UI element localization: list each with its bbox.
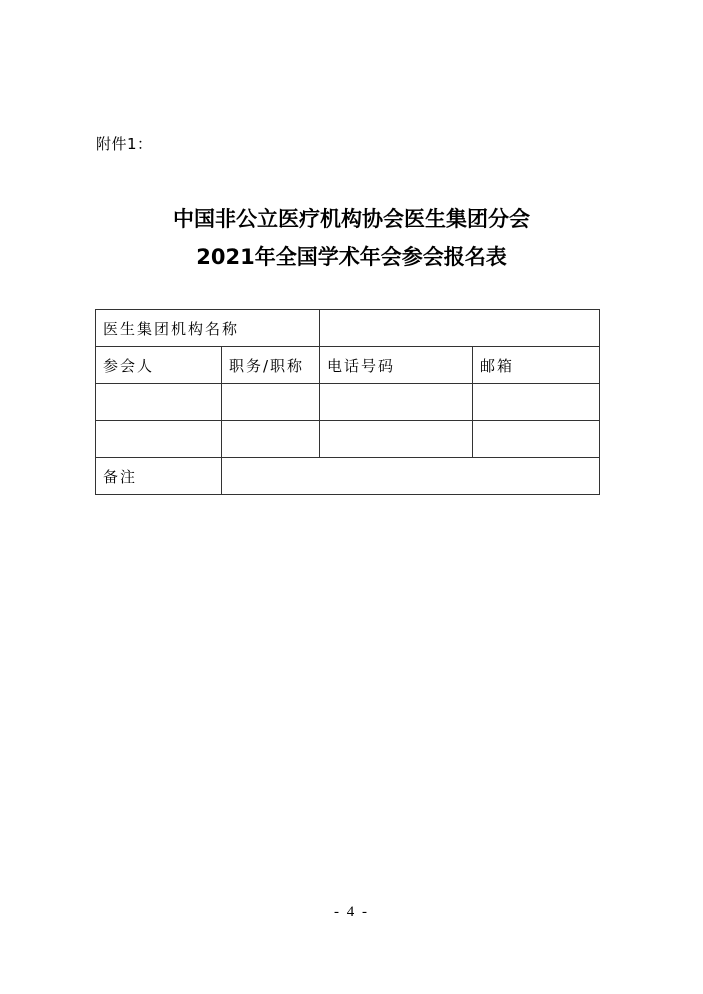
header-row	[96, 347, 600, 384]
attendee-cell[interactable]	[96, 421, 222, 458]
table-row	[96, 421, 600, 458]
remarks-row	[96, 458, 600, 495]
table-row	[96, 384, 600, 421]
org-name-field[interactable]	[320, 310, 600, 347]
header-attendee: 参会人	[96, 347, 222, 384]
position-cell[interactable]	[222, 384, 320, 421]
attachment-label: 附件1：	[96, 135, 153, 153]
header-position-title: 职务/职称	[222, 347, 320, 384]
org-name-row	[96, 310, 600, 347]
title-line-2: 2021年全国学术年会参会报名表	[196, 245, 507, 269]
email-cell[interactable]	[473, 421, 600, 458]
registration-form-table	[95, 309, 600, 495]
remarks-label: 备注	[96, 458, 222, 495]
phone-cell[interactable]	[320, 421, 473, 458]
position-cell[interactable]	[222, 421, 320, 458]
remarks-field[interactable]	[222, 458, 600, 495]
header-email: 邮箱	[473, 347, 600, 384]
phone-cell[interactable]	[320, 384, 473, 421]
title-line-1: 中国非公立医疗机构协会医生集团分会	[173, 207, 530, 231]
org-name-label: 医生集团机构名称	[96, 310, 320, 347]
attendee-cell[interactable]	[96, 384, 222, 421]
page-number: - 4 -	[334, 904, 369, 920]
email-cell[interactable]	[473, 384, 600, 421]
header-phone-number: 电话号码	[320, 347, 473, 384]
